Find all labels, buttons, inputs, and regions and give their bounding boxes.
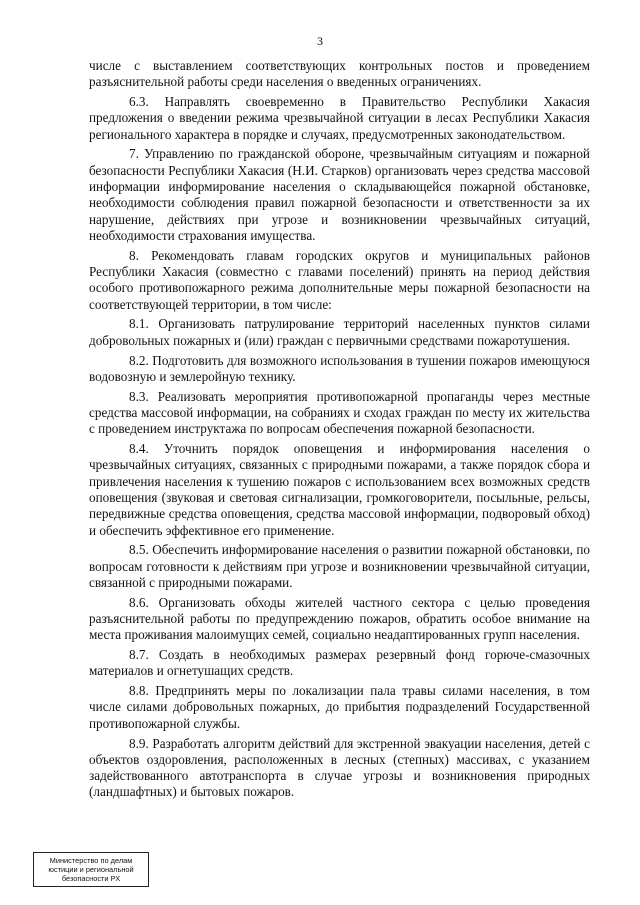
stamp-line-3: безопасности РХ — [61, 874, 121, 883]
registration-stamp — [33, 852, 149, 887]
paragraph-8-6: 8.6. Организовать обходы жителей частного сектора с целью проведения разъяснительной работы по предупреждению пожаров, обратить особое внимание на места проживания малоимущих семей, социально неадаптированных групп населения. — [89, 594, 590, 643]
paragraph-8: 8. Рекомендовать главам городских округов и муниципальных районов Республики Хакасия (совместно с главами поселений) принять на период действия особого противопожарного режима дополнительные меры пожарной безопасности на соответствующей территории, в том числе: — [89, 247, 590, 312]
document-body — [89, 58, 590, 804]
paragraph-8-1: 8.1. Организовать патрулирование территорий населенных пунктов силами добровольных пожарных и (или) граждан с первичными средствами пожаротушения. — [89, 316, 590, 348]
paragraph-8-8: 8.8. Предпринять меры по локализации пала травы силами населения, в том числе силами добровольных пожарных, до прибытия подразделений Государственной противопожарной службы. — [89, 683, 590, 731]
paragraph-6-3: 6.3. Направлять своевременно в Правительство Республики Хакасия предложения о введении режима чрезвычайной ситуации в лесах Республики Хакасия регионального характера в порядке и случаях, предусмотренных законодательством. — [89, 94, 590, 142]
paragraph-7: 7. Управлению по гражданской обороне, чрезвычайным ситуациям и пожарной безопасности Республики Хакасия (Н.И. Старков) организовать через средства массовой информации информирование населения о складывающейся пожарной обстановке, необходимости соблюдения правил пожарной безопасности и ответственности за их нарушение, действиях при угрозе и возникновении чрезвычайных ситуаций, необходимости страхования имущества. — [89, 146, 590, 243]
paragraph-8-7: 8.7. Создать в необходимых размерах резервный фонд горюче-смазочных материалов и огнетушащих средств. — [89, 647, 590, 679]
paragraph-8-9: 8.9. Разработать алгоритм действий для экстренной эвакуации населения, детей с объектов оздоровления, расположенных в лесных (степных) массивах, с указанием задействованного автотранспорта в случае угрозы и возникновения природных (ландшафтных) и бытовых пожаров. — [89, 735, 590, 800]
paragraph-8-5: 8.5. Обеспечить информирование населения о развитии пожарной обстановки, по вопросам готовности к действиям при угрозе и возникновении чрезвычайной ситуации, связанной с природными пожарами. — [89, 542, 590, 590]
paragraph-8-4: 8.4. Уточнить порядок оповещения и информирования населения о чрезвычайных ситуациях, связанных с природными пожарами, а также порядок сбора и привлечения населения к тушению пожаров с использованием всех возможных средств оповещения (звуковая и световая сигнализации, громкоговорители, посыльные, рельсы, передвижные средства оповещения, средства массовой информации, подворовый обход) и обеспечить эффективное его применение. — [89, 441, 590, 538]
page-number: 3 — [317, 34, 323, 48]
stamp-line-1: Министерство по делам — [49, 856, 133, 865]
paragraph-8-2: 8.2. Подготовить для возможного использования в тушении пожаров имеющуюся водовозную и землеройную технику. — [89, 352, 590, 384]
paragraph-8-3: 8.3. Реализовать мероприятия противопожарной пропаганды через местные средства массовой информации, на собраниях и сходах граждан по месту их жительства с проведением инструктажа по вопросам обеспечения пожарной безопасности. — [89, 388, 590, 437]
stamp-line-2: юстиции и региональной — [48, 865, 134, 874]
paragraph-continuation: числе с выставлением соответствующих контрольных постов и проведением разъяснительной работы среди населения о введенных ограничениях. — [89, 58, 590, 90]
